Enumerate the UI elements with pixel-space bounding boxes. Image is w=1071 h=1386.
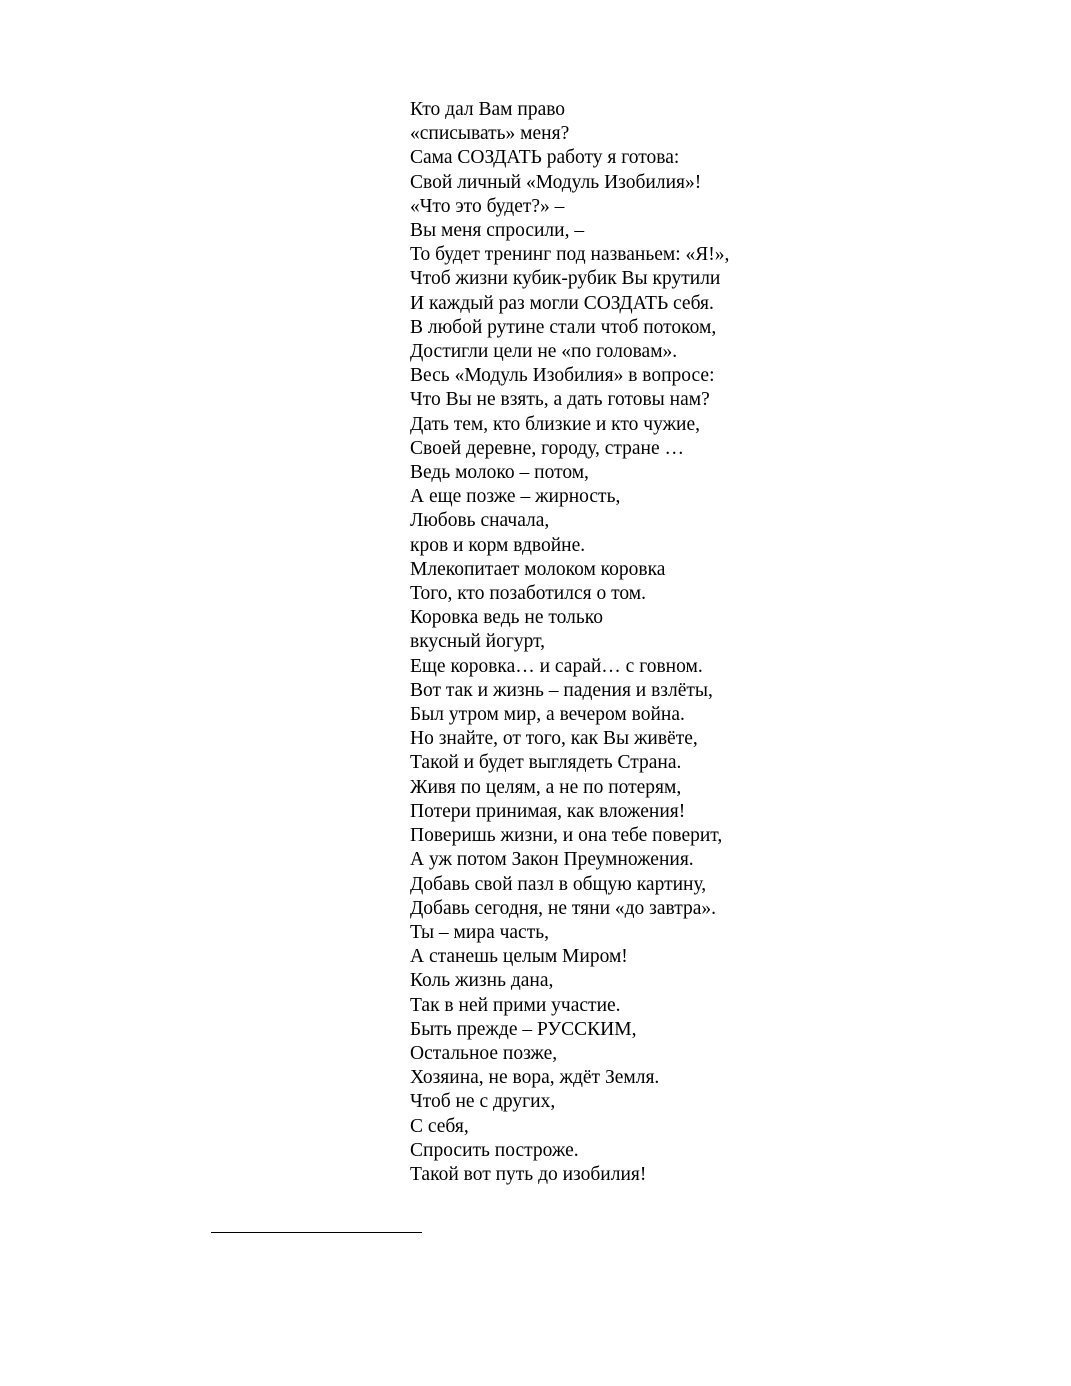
poem-line: Кто дал Вам право — [410, 99, 566, 120]
poem-line: Добавь сегодня, не тяни «до завтра». — [410, 897, 717, 919]
poem-line: Еще коровка… и сарай… с говном. — [410, 655, 703, 677]
poem-line: Такой вот путь до изобилия! — [410, 1163, 647, 1185]
poem-text — [410, 98, 729, 1187]
poem-line: Что Вы не взять, а дать готовы нам? — [410, 389, 710, 411]
poem-line: Такой и будет выглядеть Страна. — [410, 752, 682, 774]
poem-line: Хозяина, не вора, ждёт Земля. — [410, 1067, 660, 1089]
poem-line: Любовь сначала, — [410, 510, 550, 532]
poem-line: «Что это будет?» – — [410, 195, 565, 217]
poem-line: Остальное позже, — [410, 1042, 558, 1064]
poem-line: Весь «Модуль Изобилия» в вопросе: — [410, 365, 715, 387]
poem-line: Так в ней прими участие. — [410, 994, 621, 1016]
poem-line: кров и корм вдвойне. — [410, 534, 586, 556]
poem-line: Коровка ведь не только — [410, 607, 603, 629]
poem-line: То будет тренинг под названьем: «Я!», — [410, 244, 730, 266]
footnote-separator-line — [211, 1232, 422, 1233]
poem-line: Чтоб жизни кубик-рубик Вы крутили — [410, 268, 721, 290]
poem-line: Спросить построже. — [410, 1139, 579, 1161]
poem-line: Достигли цели не «по головам». — [410, 341, 678, 363]
poem-line: Свой личный «Модуль Изобилия»! — [410, 171, 702, 193]
poem-line: Добавь свой пазл в общую картину, — [410, 873, 707, 895]
poem-line: «списывать» меня? — [410, 123, 570, 145]
poem-line: Быть прежде – РУССКИМ, — [410, 1018, 637, 1040]
poem-line: А станешь целым Миром! — [410, 946, 628, 968]
poem-line: А еще позже – жирность, — [410, 486, 621, 508]
poem-line: Поверишь жизни, и она тебе поверит, — [410, 825, 723, 847]
poem-line: И каждый раз могли СОЗДАТЬ себя. — [410, 292, 714, 314]
poem-line: Того, кто позаботился о том. — [410, 583, 646, 605]
poem-line: С себя, — [410, 1115, 469, 1137]
poem-line: Дать тем, кто близкие и кто чужие, — [410, 413, 701, 435]
poem-line: Своей деревне, городу, стране … — [410, 437, 685, 459]
poem-line: Вы меня спросили, – — [410, 220, 585, 242]
poem-line: Но знайте, от того, как Вы живёте, — [410, 728, 698, 750]
poem-line: Был утром мир, а вечером война. — [410, 704, 685, 726]
poem-line: Ведь молоко – потом, — [410, 462, 589, 484]
poem-line: Потери принимая, как вложения! — [410, 800, 686, 822]
poem-line: Сама СОЗДАТЬ работу я готова: — [410, 147, 680, 169]
poem-line: Чтоб не с других, — [410, 1091, 556, 1113]
poem-line: Коль жизнь дана, — [410, 970, 554, 992]
poem-line: Ты – мира часть, — [410, 921, 550, 943]
poem-line: Живя по целям, а не по потерям, — [410, 776, 682, 798]
poem-line: В любой рутине стали чтоб потоком, — [410, 316, 717, 338]
poem-line: Млекопитает молоком коровка — [410, 558, 666, 580]
poem-line: Вот так и жизнь – падения и взлёты, — [410, 679, 713, 701]
poem-line: А уж потом Закон Преумножения. — [410, 849, 694, 871]
poem-line: вкусный йогурт, — [410, 631, 546, 653]
